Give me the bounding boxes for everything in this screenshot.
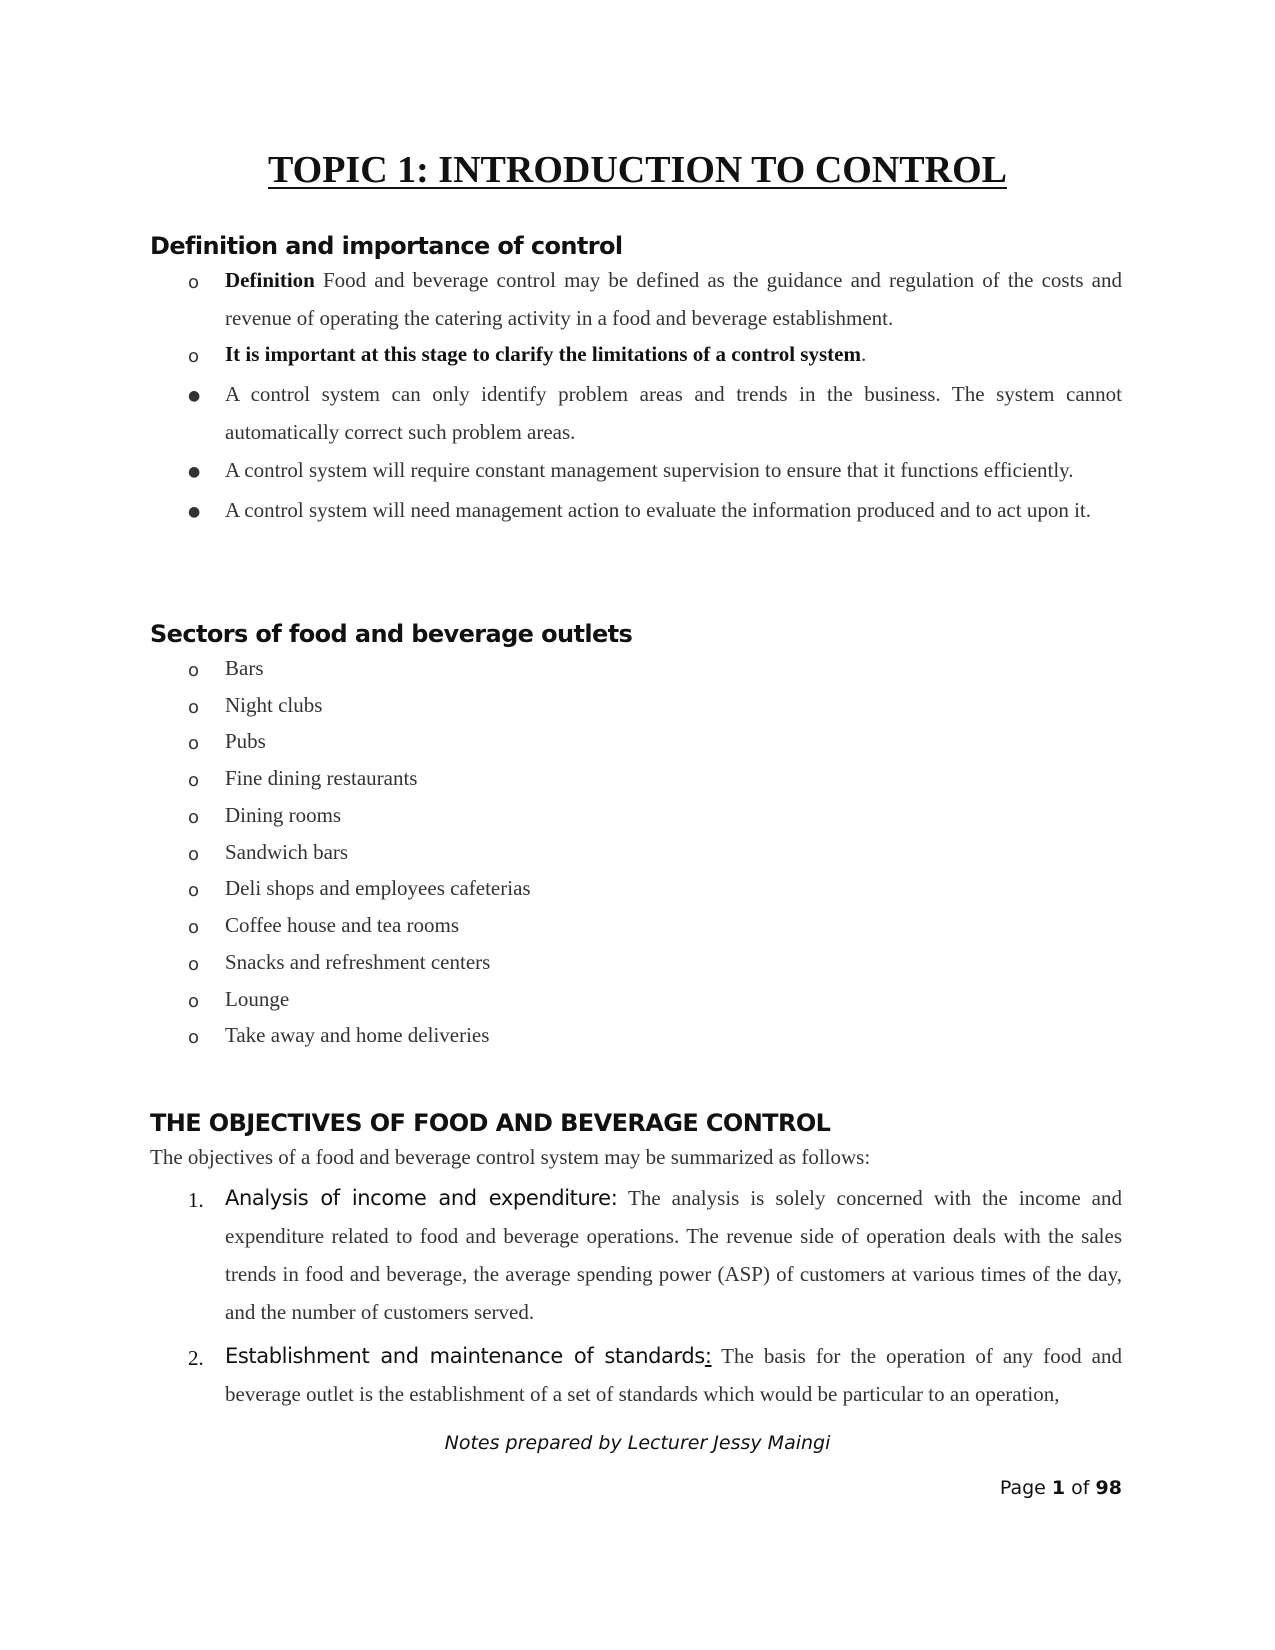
circle-bullet-icon: o: [188, 954, 200, 975]
objective-colon: :: [704, 1344, 712, 1368]
circle-bullet-icon: o: [188, 660, 200, 681]
page-title: TOPIC 1: INTRODUCTION TO CONTROL: [267, 149, 1007, 191]
sector-item: Take away and home deliveries: [225, 1023, 490, 1047]
objective-item: [150, 1188, 1122, 1331]
circle-bullet-icon: o: [188, 346, 200, 367]
sector-item: Deli shops and employees cafeterias: [225, 876, 531, 900]
list-item: [150, 768, 1122, 797]
list-item: [150, 842, 1122, 871]
circle-bullet-icon: o: [188, 844, 200, 865]
circle-bullet-icon: o: [188, 917, 200, 938]
bullet-icon: ●: [188, 388, 201, 404]
list-item: [150, 658, 1122, 687]
limitation-text: A control system will require constant management supervision to ensure that it functions efficiently.: [225, 458, 1074, 482]
circle-bullet-icon: o: [188, 770, 200, 791]
objective-title: Analysis of income and expenditure: [225, 1186, 611, 1210]
objectives-intro: The objectives of a food and beverage control system may be summarized as follows:: [150, 1145, 871, 1169]
list-item: [150, 805, 1122, 834]
list-item: [150, 270, 1122, 337]
section-heading-definition: Definition and importance of control: [150, 232, 623, 260]
sector-item: Lounge: [225, 987, 290, 1011]
circle-bullet-icon: o: [188, 991, 200, 1012]
list-item: [150, 695, 1122, 724]
sector-item: Fine dining restaurants: [225, 766, 418, 790]
footer-note: Notes prepared by Lecturer Jessy Maingi: [444, 1432, 831, 1454]
bullet-icon: ●: [188, 504, 201, 520]
section-heading-objectives: THE OBJECTIVES OF FOOD AND BEVERAGE CONTROL: [150, 1109, 831, 1137]
limitation-text: A control system can only identify problem areas and trends in the business. The system cannot automatically correct such problem areas.: [225, 382, 1122, 444]
list-item: [150, 952, 1122, 981]
sector-item: Sandwich bars: [225, 840, 349, 864]
sector-item: Pubs: [225, 729, 266, 753]
circle-bullet-icon: o: [188, 1027, 200, 1048]
bullet-icon: ●: [188, 464, 201, 480]
sector-item: Night clubs: [225, 693, 323, 717]
sector-item: Snacks and refreshment centers: [225, 950, 491, 974]
objective-number: 2.: [188, 1346, 204, 1370]
limitation-text: A control system will need management action to evaluate the information produced and to act upon it.: [225, 498, 1092, 522]
page-of: of: [1065, 1477, 1096, 1499]
sector-item: Dining rooms: [225, 803, 342, 827]
circle-bullet-icon: o: [188, 880, 200, 901]
list-item: [150, 1025, 1122, 1054]
list-item: [150, 989, 1122, 1018]
circle-bullet-icon: o: [188, 272, 200, 293]
objective-item: [150, 1346, 1122, 1413]
list-item: [150, 460, 1122, 489]
objective-text: The analysis is solely concerned with the income and expenditure related to food and beverage operations. The revenue side of operation deals with the sales trends in food and beverage, the average spending power (ASP) of customers at various times of the day, and the number of customers served.: [225, 1186, 1122, 1324]
circle-bullet-icon: o: [188, 733, 200, 754]
objective-colon: :: [610, 1186, 618, 1210]
circle-bullet-icon: o: [188, 697, 200, 718]
list-item: [150, 878, 1122, 907]
list-item: [150, 915, 1122, 944]
section-heading-sectors: Sectors of food and beverage outlets: [150, 620, 633, 648]
important-note: It is important at this stage to clarify the limitations of a control system: [225, 342, 861, 366]
page-current: 1: [1051, 1477, 1066, 1499]
list-item: [150, 344, 1122, 373]
page-number: [1000, 1477, 1122, 1499]
objective-number: 1.: [188, 1188, 204, 1212]
objective-text: The basis for the operation of any food and beverage outlet is the establishment of a set of standards which would be particular to an operation,: [225, 1344, 1123, 1406]
sector-item: Bars: [225, 656, 264, 680]
sector-item: Coffee house and tea rooms: [225, 913, 460, 937]
list-item: [150, 384, 1122, 451]
definition-term: Definition: [225, 268, 315, 292]
page-total: 98: [1095, 1477, 1122, 1499]
list-item: [150, 500, 1122, 529]
page-label: Page: [999, 1477, 1052, 1499]
list-item: [150, 731, 1122, 760]
definition-text: Food and beverage control may be defined as the guidance and regulation of the costs and revenue of operating the catering activity in a food and beverage establishment.: [225, 268, 1122, 330]
objective-title: Establishment and maintenance of standards: [225, 1344, 705, 1368]
circle-bullet-icon: o: [188, 807, 200, 828]
important-note-tail: .: [860, 342, 867, 366]
